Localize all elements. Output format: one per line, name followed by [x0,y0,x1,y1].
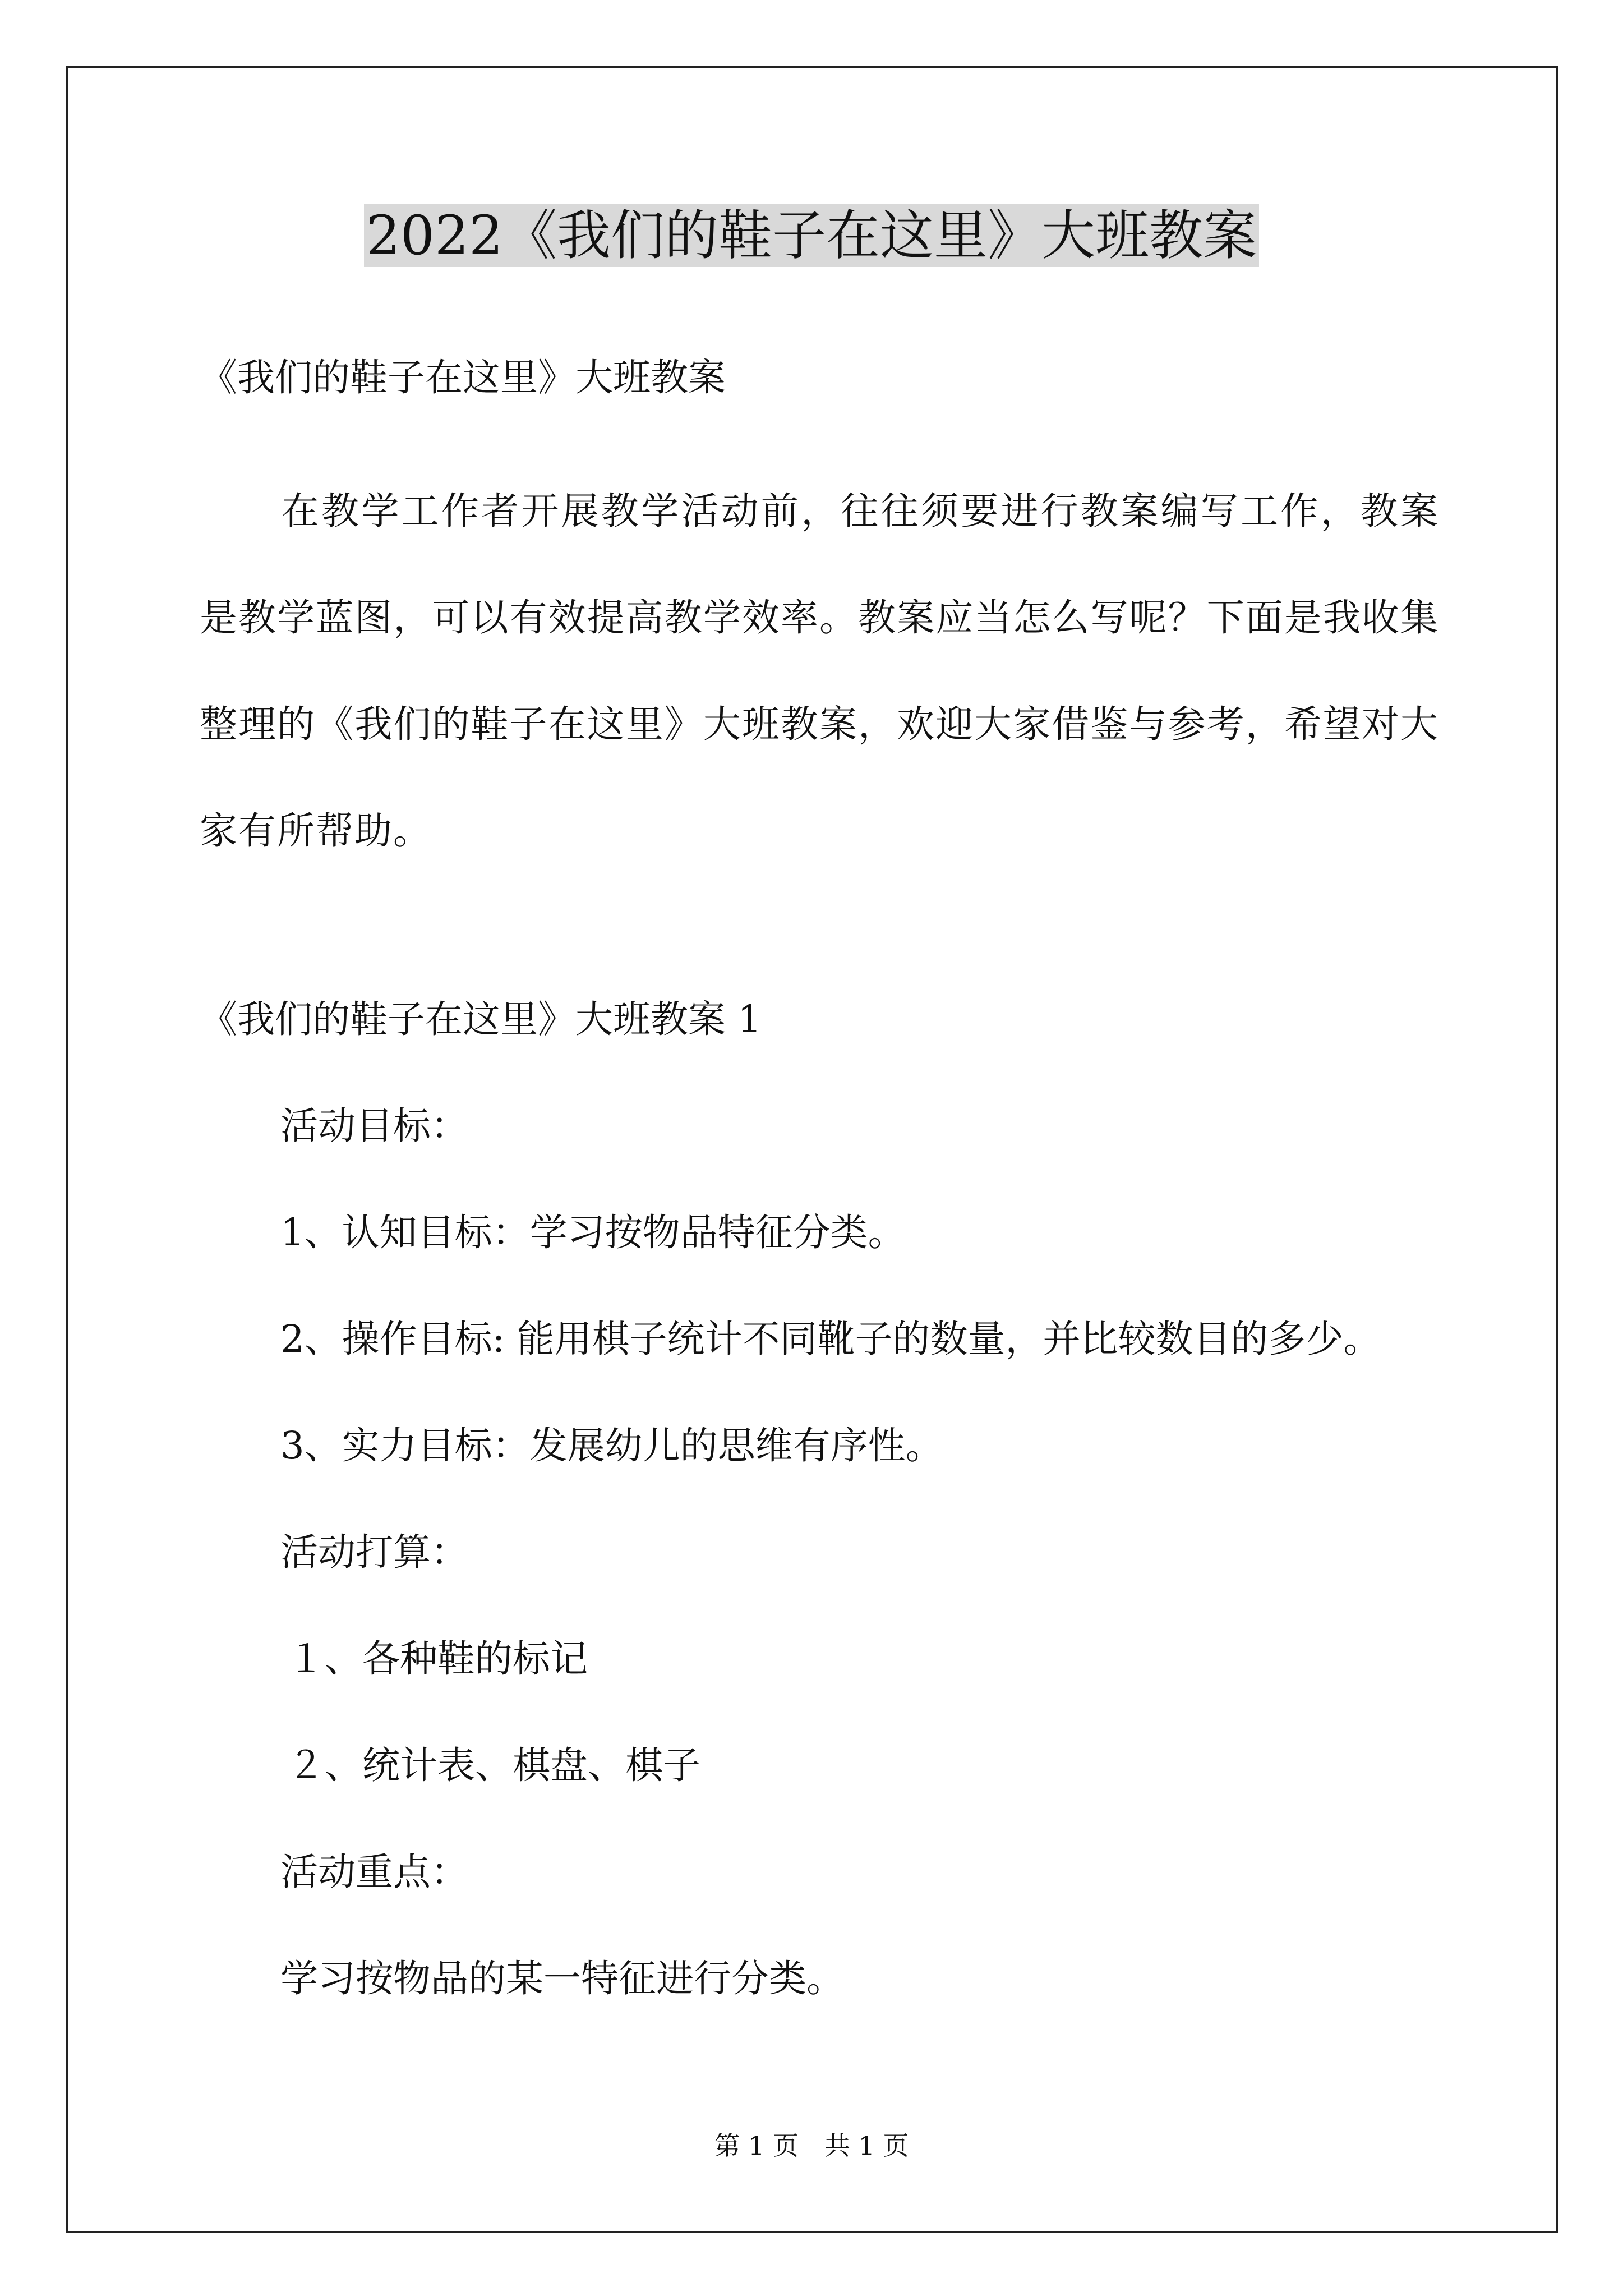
focus-text: 学习按物品的某一特征进行分类。 [280,1957,844,2000]
goals-heading: 活动目标： [280,1104,468,1148]
prep-item-2: ２、统计表、棋盘、棋子 [287,1743,700,1787]
section-title: 《我们的鞋子在这里》大班教案 1 [200,997,762,1041]
document-title-text: 2022《我们的鞋子在这里》大班教案 [364,204,1259,267]
intro-paragraph: 在教学工作者开展教学活动前，往往须要进行教案编写工作，教案是教学蓝图，可以有效提高教学效率。教案应当怎么写呢？下面是我收集整理的《我们的鞋子在这里》大班教案，欢迎大家借鉴与参考，希望对大家有所帮助。 [200,489,1439,853]
prep-item-1: １、各种鞋的标记 [287,1637,588,1681]
page-footer: 第 1 页 共 1 页 [714,2131,909,2161]
goal-item-3: 3、实力目标：发展幼儿的思维有序性。 [280,1424,943,1467]
prep-heading: 活动打算： [280,1530,468,1574]
subtitle: 《我们的鞋子在这里》大班教案 [200,356,726,399]
goal-item-2: 2、操作目标: 能用棋子统计不同靴子的数量，并比较数目的多少。 [280,1317,1381,1361]
goal-item-1: 1、认知目标：学习按物品特征分类。 [280,1211,906,1254]
document-title [0,199,1623,272]
focus-heading: 活动重点： [280,1850,468,1894]
